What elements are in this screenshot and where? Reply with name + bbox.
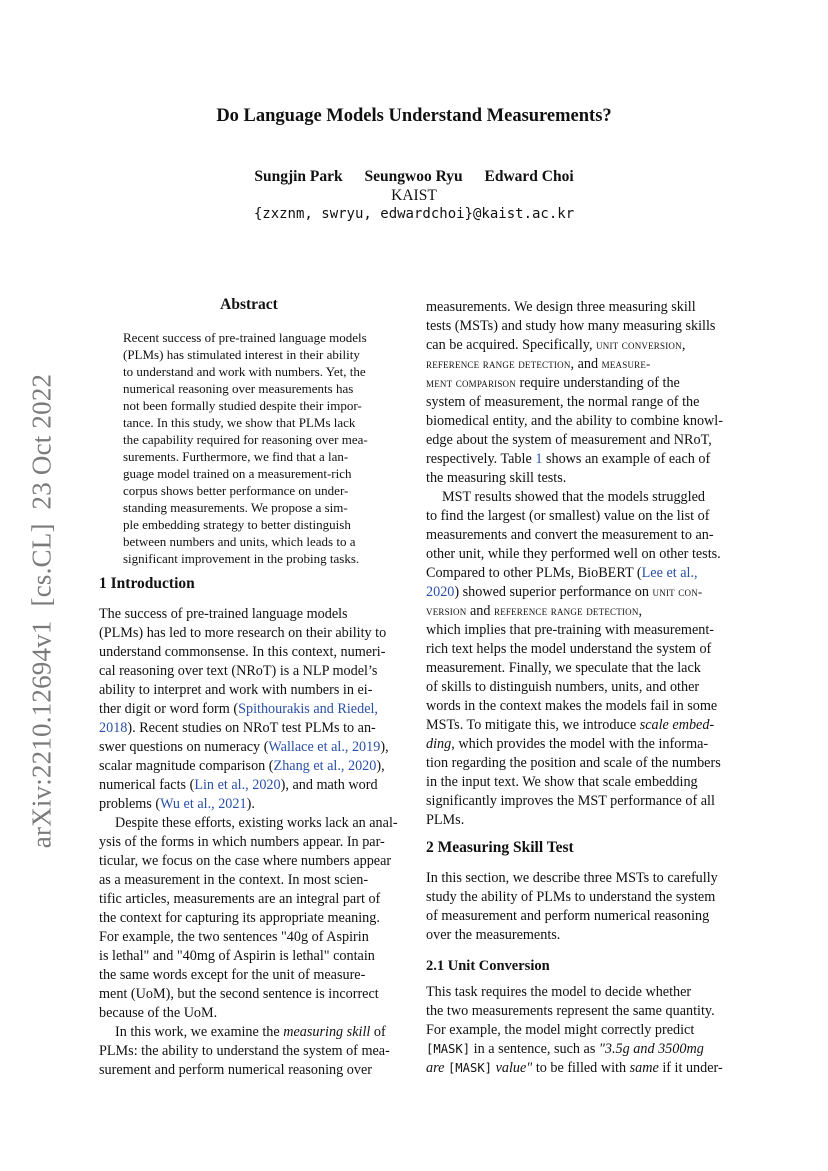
abstract-line: Recent success of pre-trained language models [123,330,367,345]
citation-link[interactable]: Zhang et al., 2020 [273,758,377,774]
author-name: Seungwoo Ryu [364,168,463,185]
text-line: other unit, while they performed well on other tests. [426,546,721,562]
text-line: words in the context makes the models fail in some [426,698,718,714]
text-line: to find the largest (or smallest) value on the list of [426,508,710,524]
abstract-line: guage model trained on a measurement-rich [123,466,352,481]
text-line: MST results showed that the models struggled [442,489,705,505]
text-line: rich text helps the model understand the system of [426,641,712,657]
text-line [426,1041,704,1058]
text-span: ). Recent studies on NRoT test PLMs to an- [127,720,376,736]
text-line: as a measurement in the context. In most scien- [99,872,369,888]
text-line: biomedical entity, and the ability to combine knowl- [426,413,723,429]
section-heading-introduction: 1 Introduction [99,575,195,592]
citation-link[interactable]: Lin et al., 2020 [194,777,281,793]
text-span: in a sentence, such as [470,1041,599,1057]
paper-title: Do Language Models Understand Measurements? [216,106,612,126]
text-span: can be acquired. Specifically, [426,337,597,353]
emphasis-text: ding [426,736,452,752]
text-line: For example, the model might correctly predict [426,1022,695,1038]
text-line: cal reasoning over text (NRoT) is a NLP model’s [99,663,378,679]
text-span: ), and math word [280,777,378,793]
text-span: require understanding of the [515,375,680,391]
text-span: if it under- [658,1060,723,1076]
abstract-line: not been formally studied despite their impor- [123,398,362,413]
emphasis-text: are [426,1060,448,1076]
task-name: measure- [601,356,651,371]
affiliation: KAIST [391,187,437,204]
text-span: ), [376,758,385,774]
text-line [426,451,710,468]
text-line: in the input text. We show that scale embedding [426,774,698,790]
abstract-line: the capability required for reasoning over mea- [123,432,368,447]
text-line [426,337,685,354]
author-list [0,168,828,186]
text-line: measurements and convert the measurement to an- [426,527,714,543]
abstract-line: surements. Furthermore, we find that a lan- [123,449,349,464]
text-line: over the measurements. [426,927,561,943]
text-line [426,565,698,582]
text-span: of [370,1024,386,1040]
task-name: reference range detection [426,356,571,371]
emphasis-text: scale embed- [639,717,715,733]
emphasis-text: value" [492,1060,533,1076]
text-line: is lethal" and "40mg of Aspirin is lethal" contain [99,948,375,964]
text-span: , which provides the model with the informa- [451,736,709,752]
author-email: {zxznm, swryu, edwardchoi}@kaist.ac.kr [253,206,575,222]
text-line: tion regarding the position and scale of the numbers [426,755,721,771]
citation-link[interactable]: Spithourakis and Riedel, [238,701,378,717]
task-name: reference range detection [494,603,639,618]
text-span: ther digit or word form ( [99,701,239,717]
text-span: ). [246,796,255,812]
text-line [426,717,714,734]
text-line: of measurement and perform numerical reasoning [426,908,710,924]
abstract-line: to understand and work with numbers. Yet, the [123,364,366,379]
subsection-heading-unit-conversion: 2.1 Unit Conversion [426,958,550,974]
text-line: (PLMs) has led to more research on their ability to [99,625,387,641]
task-name: unit con- [652,584,703,599]
text-line: significantly improves the MST performance of all [426,793,715,809]
text-span: , [681,337,686,353]
text-line [99,701,378,718]
citation-link[interactable]: Wallace et al., 2019 [268,739,381,755]
text-line: of skills to distinguish numbers, units, and other [426,679,700,695]
mask-token: [MASK] [426,1042,471,1056]
text-line: study the ability of PLMs to understand the system [426,889,716,905]
text-line [115,1024,386,1041]
text-line: which implies that pre-training with measurement- [426,622,715,638]
text-line: the same words except for the unit of measure- [99,967,366,983]
text-span: MSTs. To mitigate this, we introduce [426,717,640,733]
text-line: For example, the two sentences "40g of Aspirin [99,929,369,945]
text-line [426,584,702,601]
text-line: the two measurements represent the same quantity. [426,1003,715,1019]
text-span: respectively. Table [426,451,536,467]
author-name: Sungjin Park [254,168,343,185]
mask-token: [MASK] [447,1061,493,1075]
abstract-line: standing measurements. We propose a sim- [123,500,348,515]
text-span: , and [570,356,602,372]
task-name: unit conversion [596,337,682,352]
text-line: system of measurement, the normal range of the [426,394,700,410]
text-line [99,720,376,737]
text-line [99,777,378,794]
text-span: swer questions on numeracy ( [99,739,269,755]
abstract-line: (PLMs) has stimulated interest in their ability [123,347,360,362]
text-line [426,375,680,392]
emphasis-text: same [629,1060,659,1076]
text-span: ) showed superior performance on [454,584,653,600]
text-line: ysis of the forms in which numbers appear. In par- [99,834,385,850]
text-span: to be filled with [532,1060,630,1076]
text-line: ability to interpret and work with numbers in ei- [99,682,373,698]
text-line: measurements. We design three measuring skill [426,299,696,315]
text-line: understand commonsense. In this context, numeri- [99,644,386,660]
text-span: scalar magnitude comparison ( [99,758,274,774]
section-heading-measuring-skill-test: 2 Measuring Skill Test [426,839,574,856]
text-line: surement and perform numerical reasoning over [99,1062,373,1078]
arxiv-identifier: arXiv:2210.12694v1 [cs.CL] 23 Oct 2022 [26,373,57,849]
text-line: the measuring skill tests. [426,470,567,486]
text-line: ticular, we focus on the case where numbers appear [99,853,392,869]
abstract-line: ple embedding strategy to better distinguish [123,517,351,532]
emphasis-text: "3.5g and 3500mg [598,1041,704,1057]
text-line [99,796,255,813]
citation-link[interactable]: Lee et al., [641,565,698,581]
text-span: ), [380,739,389,755]
text-line: measurement. Finally, we speculate that the lack [426,660,701,676]
text-line: This task requires the model to decide whether [426,984,692,1000]
text-span: and [466,603,494,619]
text-span: problems ( [99,796,161,812]
text-line: The success of pre-trained language models [99,606,348,622]
text-line: the context for capturing its appropriate meaning. [99,910,380,926]
emphasis-text: measuring skill [283,1024,371,1040]
task-name: ment comparison [426,375,516,390]
abstract-line: corpus shows better performance on under- [123,483,349,498]
text-line [426,356,651,373]
text-span: shows an example of each of [542,451,711,467]
citation-link[interactable]: 2018 [99,720,128,736]
text-line [99,758,385,775]
text-line: tific articles, measurements are an integral part of [99,891,381,907]
text-line [426,736,708,753]
text-span: , [638,603,643,619]
task-name: version [426,603,467,618]
text-line: In this section, we describe three MSTs to carefully [426,870,718,886]
text-line [99,739,389,756]
abstract-heading: Abstract [220,296,278,313]
text-line: PLMs: the ability to understand the system of mea- [99,1043,390,1059]
text-span: Compared to other PLMs, BioBERT ( [426,565,642,581]
abstract-line: significant improvement in the probing tasks. [123,551,360,566]
abstract-line: numerical reasoning over measurements has [123,381,354,396]
text-line: because of the UoM. [99,1005,218,1021]
text-line: PLMs. [426,812,465,828]
text-span: numerical facts ( [99,777,195,793]
author-name: Edward Choi [484,168,574,185]
text-line [426,603,642,620]
abstract-line: between numbers and units, which leads to a [123,534,356,549]
citation-link[interactable]: 2020 [426,584,455,600]
table-reference-link[interactable]: 1 [535,451,543,467]
citation-link[interactable]: Wu et al., 2021 [160,796,247,812]
text-line: Despite these efforts, existing works lack an anal- [115,815,398,831]
text-line: edge about the system of measurement and NRoT, [426,432,712,448]
text-span: In this work, we examine the [115,1024,284,1040]
text-line: tests (MSTs) and study how many measuring skills [426,318,716,334]
abstract-line: tance. In this study, we show that PLMs lack [123,415,356,430]
text-line [426,1060,723,1077]
text-line: ment (UoM), but the second sentence is incorrect [99,986,379,1002]
